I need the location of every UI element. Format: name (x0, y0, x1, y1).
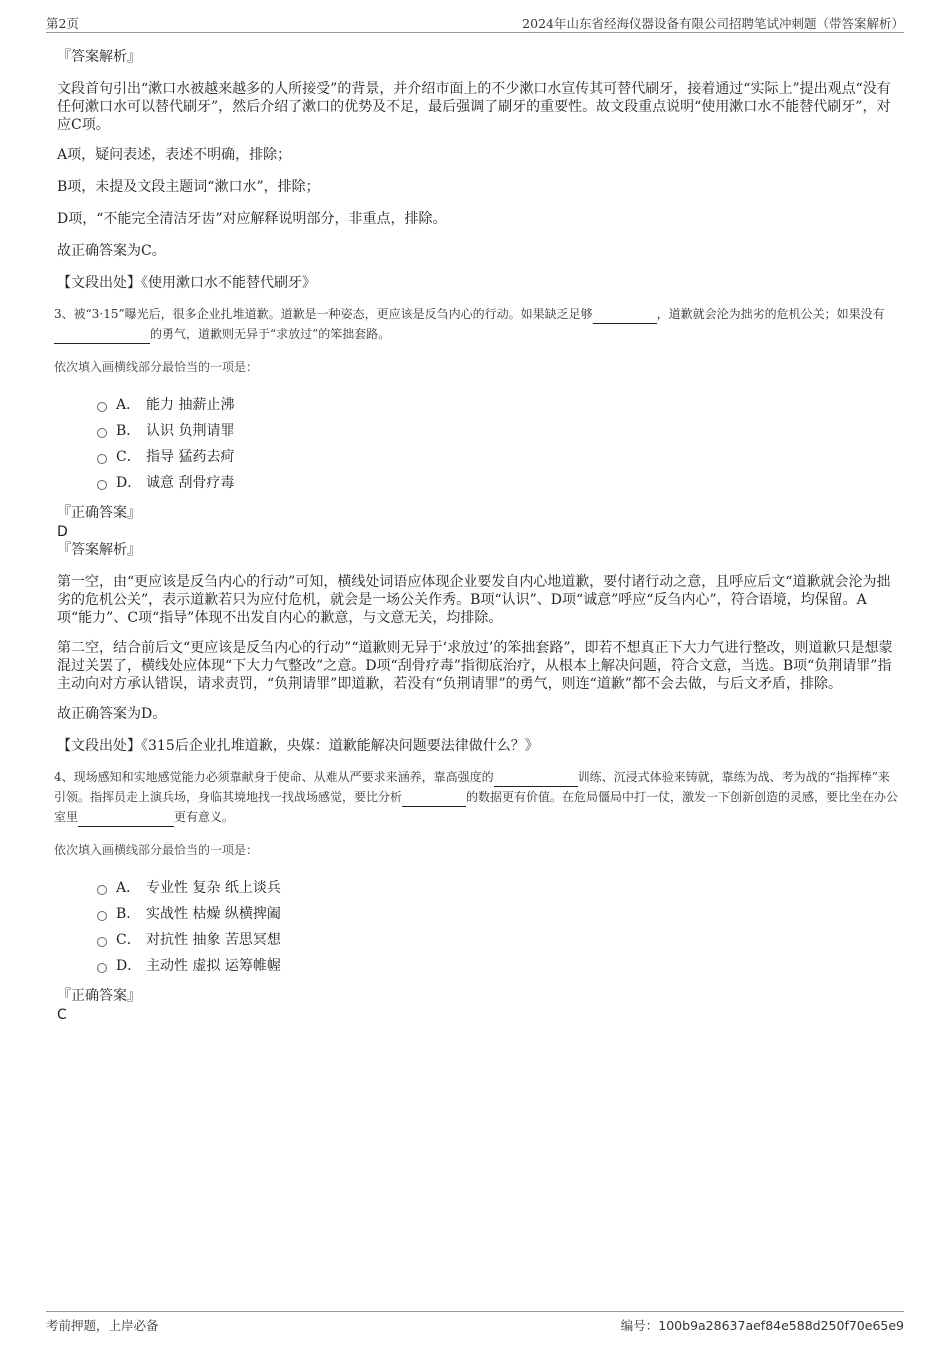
radio-icon[interactable] (97, 885, 107, 895)
radio-icon[interactable] (97, 963, 107, 973)
radio-icon[interactable] (97, 937, 107, 947)
q4-answer: C (57, 1007, 67, 1023)
q4-option-a[interactable]: A． 专业性 复杂 纸上谈兵 (97, 875, 900, 901)
q4-answer-label: 『正确答案』 (57, 988, 141, 1004)
q3-answer: D (57, 524, 68, 540)
answer-blank (593, 309, 657, 324)
q2-conclusion: 故正确答案为C。 (57, 243, 166, 259)
q2-analysis-option-b: B项，未提及文段主题词“漱口水”，排除； (57, 179, 320, 195)
footer-slogan: 考前押题，上岸必备 (46, 1318, 159, 1333)
page-number: 第2页 (46, 16, 79, 31)
radio-icon[interactable] (97, 454, 107, 464)
q2-analysis-paragraph: 文段首句引出“漱口水被越来越多的人所接受”的背景，并介绍市面上的不少漱口水宣传其可替代刷牙，接着通过“实际上”提出观点“没有任何漱口水可以替代刷牙”，然后介绍了漱口的优势及不足，最后强调了刷牙的重要性。故文段重点说明“使用漱口水不能替代刷牙”，对应C项。 (57, 81, 891, 133)
q3-option-c[interactable]: C． 指导 猛药去疴 (97, 444, 900, 470)
q3-source: 【文段出处】《315后企业扎堆道歉，央媒：道歉能解决问题要法律做什么？》 (57, 738, 539, 754)
q2-analysis-option-a: A项，疑问表述，表述不明确，排除； (57, 147, 292, 163)
question-4-text: 4、现场感知和实地感觉能力必须靠献身于使命、从难从严要求来涵养，靠高强度的 训练、沉浸式体验来铸就，靠练为战、考为战的“指挥棒”来引领。指挥员走上演兵场，身临其境地找一找战场感觉，要比分析 的数据更有价值。在危局僵局中打一仗，激发一下创新创造的灵感，要比坐在办公室里 更有意义。 (54, 767, 900, 827)
radio-icon[interactable] (97, 402, 107, 412)
page-footer (46, 1311, 904, 1334)
question-3-options (97, 392, 900, 496)
document-code: 编号：100b9a28637aef84e588d250f70e65e9 (620, 1318, 904, 1333)
q3-option-a[interactable]: A． 能力 抽薪止沸 (97, 392, 900, 418)
question-4-instruction: 依次填入画横线部分最恰当的一项是： (54, 843, 259, 857)
q3-answer-label: 『正确答案』 (57, 505, 141, 521)
question-3-text: 3、被“3·15”曝光后，很多企业扎堆道歉。道歉是一种姿态，更应该是反刍内心的行动。如果缺乏足够 ，道歉就会沦为拙劣的危机公关；如果没有的勇气，道歉则无异于“求放过”的笨拙套路。 (54, 304, 900, 344)
q3-option-b[interactable]: B． 认识 负荆请罪 (97, 418, 900, 444)
answer-blank (54, 329, 150, 344)
q4-option-c[interactable]: C． 对抗性 抽象 苦思冥想 (97, 927, 900, 953)
question-4-options (97, 875, 900, 979)
q3-analysis-label: 『答案解析』 (57, 542, 141, 558)
q3-option-d[interactable]: D． 诚意 刮骨疗毒 (97, 470, 900, 496)
page-content (54, 48, 900, 1024)
radio-icon[interactable] (97, 911, 107, 921)
q3-analysis-paragraph-2: 第二空，结合前后文“更应该是反刍内心的行动”“道歉则无异于‘求放过’的笨拙套路”，即若不想真正下大力气进行整改，则道歉只是想蒙混过关罢了，横线处应体现“下大力气整改”之意。D项“刮骨疗毒”指彻底治疗，从根本上解决问题，符合文意，当选。B项“负荆请罪”指主动向对方承认错误，请求责罚，“负荆请罪”即道歉，若没有“负荆请罪”的勇气，则连“道歉”都不会去做，与后文矛盾，排除。 (57, 640, 893, 692)
q3-conclusion: 故正确答案为D。 (57, 706, 167, 722)
q3-analysis-paragraph-1: 第一空，由“更应该是反刍内心的行动”可知，横线处词语应体现企业要发自内心地道歉，要付诸行动之意，且呼应后文“道歉就会沦为拙劣的危机公关”，表示道歉若只为应付危机，就会是一场公关作秀。B项“认识”、D项“诚意”呼应“反刍内心”，符合语境，均保留。A项“能力”、C项“指导”体现不出发自内心的歉意，与文意无关，均排除。 (57, 574, 891, 626)
q4-option-d[interactable]: D． 主动性 虚拟 运筹帷幄 (97, 953, 900, 979)
answer-blank (402, 792, 466, 807)
q2-source: 【文段出处】《使用漱口水不能替代刷牙》 (57, 275, 316, 291)
q2-analysis-option-d: D项，“不能完全清洁牙齿”对应解释说明部分，非重点，排除。 (57, 211, 447, 227)
answer-blank (78, 812, 174, 827)
answer-blank (494, 772, 578, 787)
question-3-instruction: 依次填入画横线部分最恰当的一项是： (54, 360, 259, 374)
document-title: 2024年山东省经海仪器设备有限公司招聘笔试冲刺题（带答案解析） (522, 16, 904, 31)
radio-icon[interactable] (97, 428, 107, 438)
q2-analysis-label: 『答案解析』 (57, 49, 141, 65)
page-header (46, 12, 904, 33)
q4-option-b[interactable]: B． 实战性 枯燥 纵横捭阖 (97, 901, 900, 927)
radio-icon[interactable] (97, 480, 107, 490)
